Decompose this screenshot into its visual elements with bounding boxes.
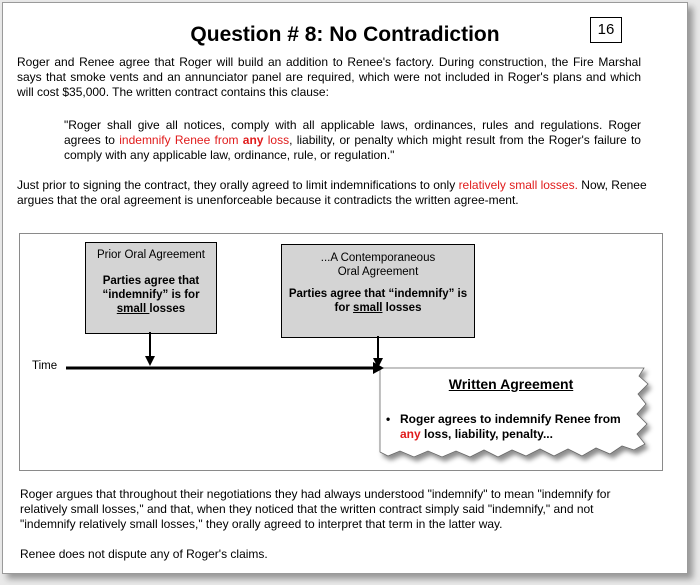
contemp-box-heading-1: ...A Contemporaneous [320, 252, 436, 264]
written-agreement-bullet [386, 412, 630, 442]
clause-red-any: any [242, 132, 264, 147]
time-label: Time [32, 360, 58, 372]
clause-red-1: indemnify Renee from [119, 132, 243, 147]
intro-paragraph: Roger and Renee agree that Roger will build an addition to Renee's factory. During construction, the Fire Marshal says that smoke vents and an annunciator panel are required, which were not included in Roger's plans and which will cost $35,000. The written contract contains this clause: [17, 55, 641, 99]
prior-agreement-arrowhead [145, 356, 155, 366]
prior-box-heading: Prior Oral Agreement [96, 249, 205, 261]
written-agreement-card [380, 368, 642, 460]
written-agreement-text-1: Roger agrees to indemnify Renee from [400, 412, 621, 426]
conclusion-paragraph: Renee does not dispute any of Roger's claims. [20, 547, 268, 561]
prior-box-line-2: “indemnify” is for [102, 289, 200, 301]
prior-box-losses: losses [149, 303, 186, 315]
oral-red: relatively small losses. [458, 178, 578, 192]
oral-text-1: Just prior to signing the contract, they orally agreed to limit indemnifications to only [17, 178, 459, 192]
contemp-box-small: small [353, 302, 383, 314]
contemp-box-for: for [334, 302, 354, 314]
prior-box-line-1: Parties agree that [102, 275, 200, 287]
page-number: 16 [590, 17, 622, 43]
contemp-box-heading-2: Oral Agreement [337, 266, 419, 278]
clause-text-1: "Roger shall give all notices, comply with all applicable laws, ordinances, rules and regulations. Roger agrees to [64, 118, 641, 147]
page-title: Question # 8: No Contradiction [190, 23, 500, 46]
contemp-box-line-1: Parties agree that “indemnify” is [288, 288, 468, 300]
clause-quote [64, 118, 641, 162]
oral-agreement-paragraph [17, 178, 649, 208]
roger-argument-paragraph: Roger argues that throughout their negotiations they had always understood "indemnify" to mean "indemnify for relatively small losses," and that, when they noticed that the written contract simply said "indemnify," and not "indemnify relatively small losses," they orally agreed to interpret that term in the latter way. [20, 487, 611, 531]
clause-text-2: , liability, or penalty which might result from the Roger's failure to comply with any applicable law, ordinance, rule, or regulation." [64, 132, 641, 162]
slide [2, 2, 688, 574]
oral-text-2: Now, Renee argues that the oral agreement is unenforceable because it contradicts the written agree-ment. [17, 178, 647, 207]
clause-red-2: loss [263, 132, 290, 147]
written-agreement-red-any: any [400, 427, 421, 441]
written-agreement-text-2: loss, liability, penalty... [420, 427, 553, 441]
contemp-box-losses: losses [382, 302, 422, 314]
prior-box-small: small [116, 303, 150, 315]
timeline-diagram [19, 233, 663, 471]
bullet-dot: • [386, 412, 391, 426]
written-agreement-title: Written Agreement [448, 376, 574, 392]
